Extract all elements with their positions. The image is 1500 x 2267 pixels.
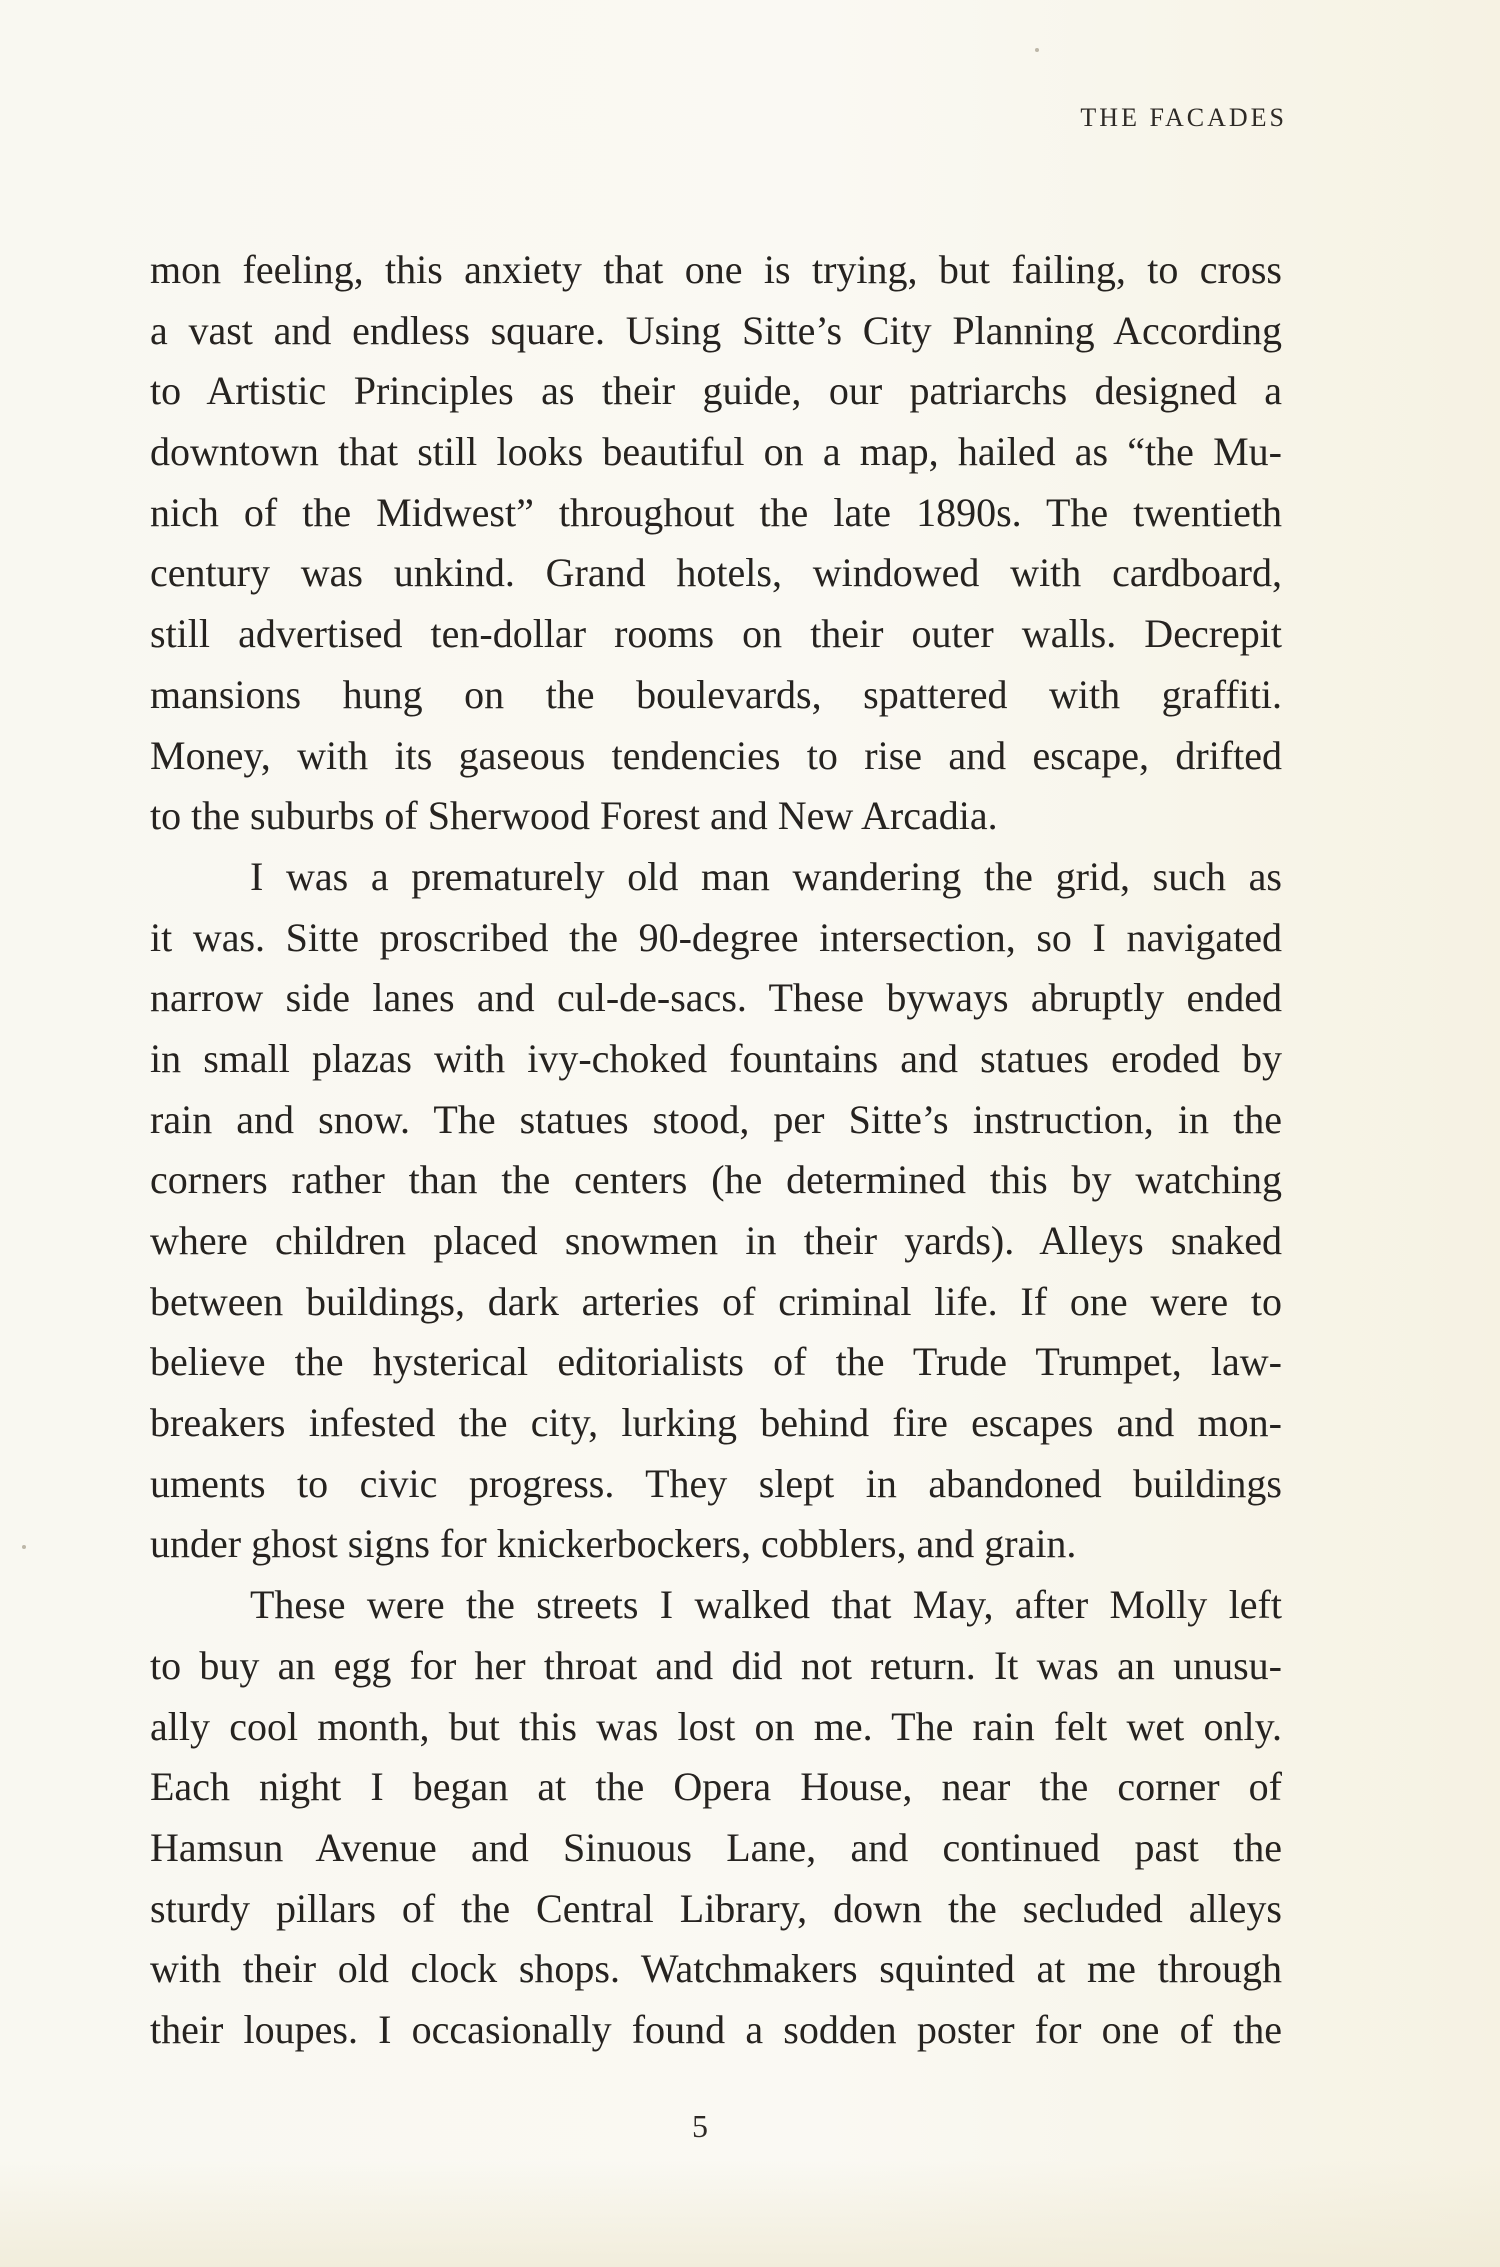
body-line: sturdy pillars of the Central Library, down the secluded alleys [150,1885,1282,1931]
body-line: between buildings, dark arteries of criminal life. If one were to [150,1278,1282,1324]
body-line: still advertised ten-dollar rooms on their outer walls. Decrepit [150,611,1282,657]
body-line: Hamsun Avenue and Sinuous Lane, and continued past the [150,1824,1282,1870]
body-line: believe the hysterical editorialists of the Trude Trumpet, law- [150,1339,1282,1385]
body-line: under ghost signs for knickerbockers, cobblers, and grain. [150,1521,1077,1567]
body-line: nich of the Midwest” throughout the late 1890s. The twentieth [150,489,1282,535]
body-line: narrow side lanes and cul-de-sacs. These byways abruptly ended [150,975,1282,1021]
body-line: a vast and endless square. Using Sitte’s City Planning According [150,307,1282,353]
body-text [150,240,1282,2061]
body-line: to buy an egg for her throat and did not return. It was an unusu- [150,1642,1282,1688]
body-line: it was. Sitte proscribed the 90-degree intersection, so I navigated [150,914,1282,960]
body-line: corners rather than the centers (he determined this by watching [150,1157,1282,1203]
body-line: I was a prematurely old man wandering the grid, such as [250,853,1282,899]
body-line: where children placed snowmen in their yards). Alleys snaked [150,1218,1282,1263]
page-number: 5 [692,2108,708,2144]
body-line: ally cool month, but this was lost on me. The rain felt wet only. [150,1703,1282,1749]
body-line: to the suburbs of Sherwood Forest and New Arcadia. [150,793,998,839]
body-line: rain and snow. The statues stood, per Sitte’s instruction, in the [150,1096,1282,1142]
body-line: Money, with its gaseous tendencies to rise and escape, drifted [150,732,1282,778]
body-line: with their old clock shops. Watchmakers squinted at me through [150,1946,1282,1992]
paper-speck [1035,48,1039,52]
body-line: in small plazas with ivy-choked fountains and statues eroded by [150,1035,1282,1081]
paper-speck [22,1545,26,1549]
body-line: mon feeling, this anxiety that one is trying, but failing, to cross [150,247,1282,292]
body-line: Each night I began at the Opera House, near the corner of [150,1764,1282,1810]
running-head: THE FACADES [1080,103,1287,132]
body-line: their loupes. I occasionally found a sodden poster for one of the [150,2006,1282,2052]
body-line: uments to civic progress. They slept in abandoned buildings [150,1460,1282,1506]
body-line: downtown that still looks beautiful on a map, hailed as “the Mu- [150,429,1282,475]
body-line: mansions hung on the boulevards, spattered with graffiti. [150,671,1282,717]
body-line: These were the streets I walked that May, after Molly left [250,1582,1282,1628]
page-shading [0,2160,1500,2267]
body-line: century was unkind. Grand hotels, windowed with cardboard, [150,550,1282,596]
body-line: to Artistic Principles as their guide, our patriarchs designed a [150,368,1282,414]
body-line: breakers infested the city, lurking behind fire escapes and mon- [150,1400,1282,1446]
